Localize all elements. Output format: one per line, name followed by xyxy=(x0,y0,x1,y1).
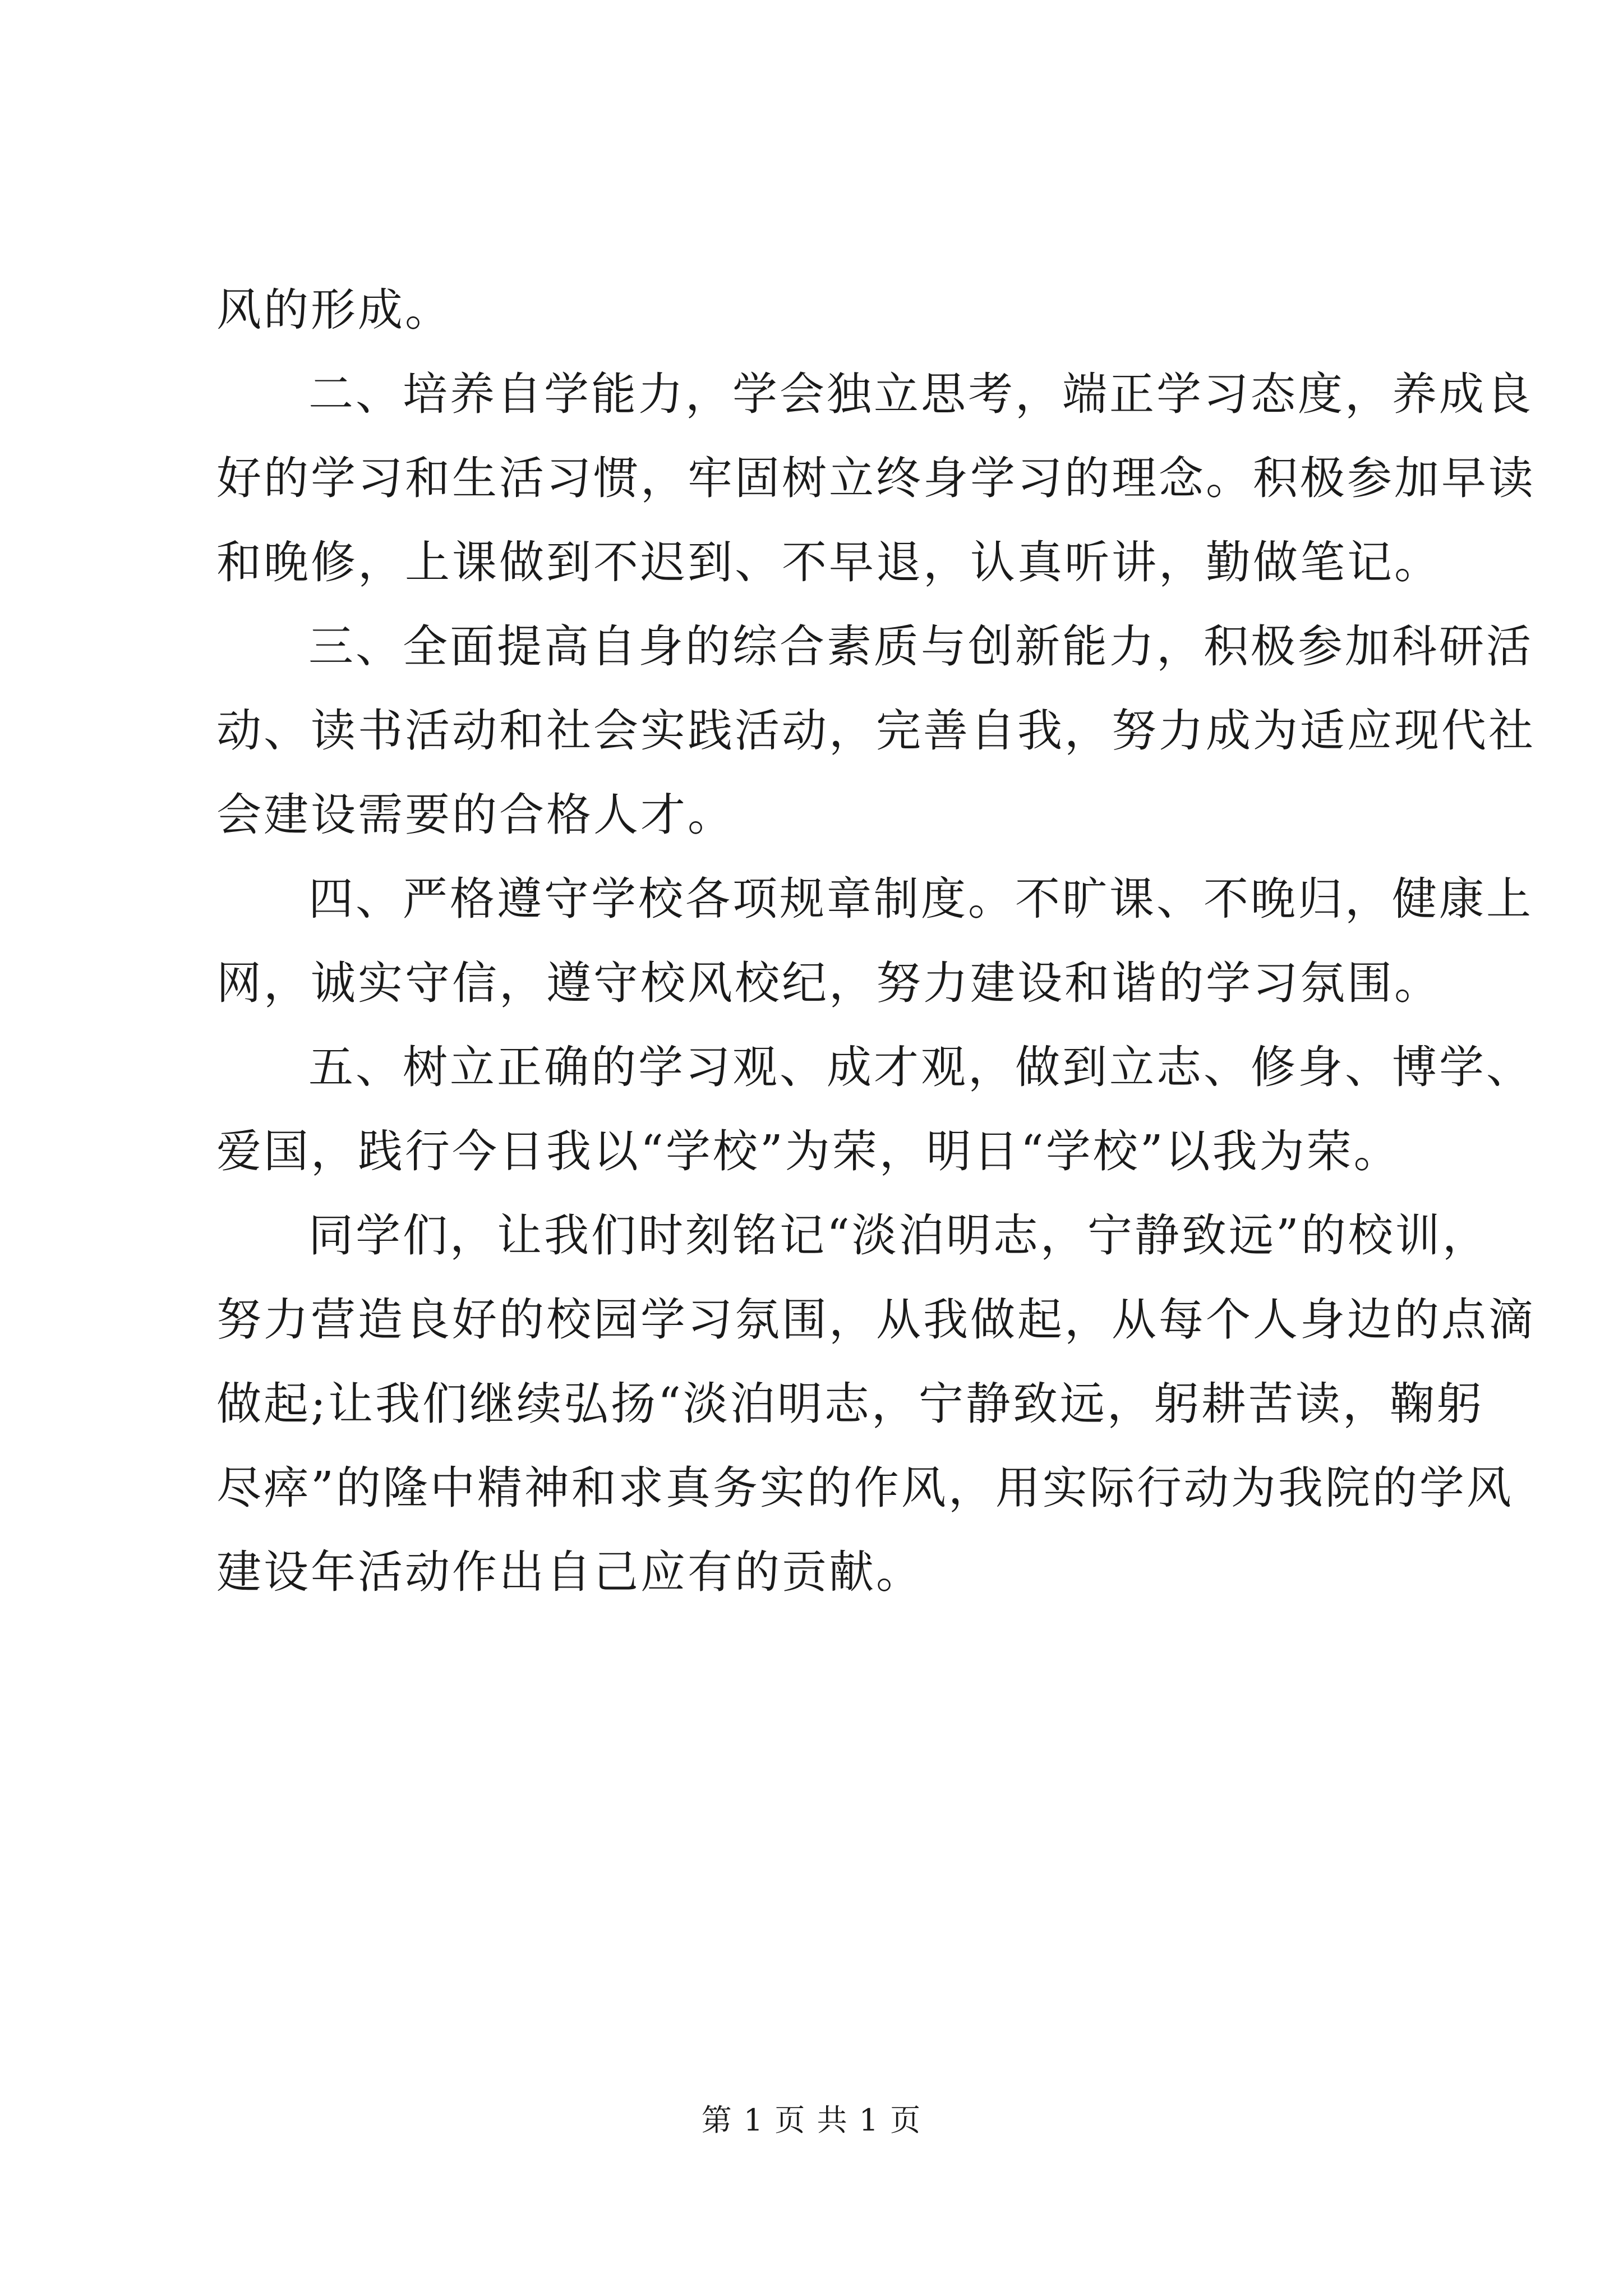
paragraph-6-line-3: 做起;让我们继续弘扬“淡泊明志，宁静致远，躬耕苦读，鞠躬 xyxy=(216,1378,1484,1430)
paragraph-5-line-1: 五、树立正确的学习观、成才观，做到立志、修身、博学、 xyxy=(308,1041,1533,1093)
paragraph-6-line-1: 同学们，让我们时刻铭记“淡泊明志，宁静致远”的校训， xyxy=(308,1209,1490,1262)
paragraph-3-line-3: 会建设需要的合格人才。 xyxy=(216,789,735,841)
page-number-footer: 第 1 页 共 1 页 xyxy=(701,2102,922,2138)
paragraph-6-line-2: 努力营造良好的校园学习氛围，从我做起，从每个人身边的点滴 xyxy=(216,1294,1536,1346)
paragraph-2-line-3: 和晚修，上课做到不迟到、不早退，认真听讲，勤做笔记。 xyxy=(216,536,1441,588)
paragraph-2-line-1: 二、培养自学能力，学会独立思考，端正学习态度，养成良 xyxy=(308,368,1533,420)
paragraph-4-line-1: 四、严格遵守学校各项规章制度。不旷课、不晚归，健康上 xyxy=(308,873,1533,925)
paragraph-6-line-5: 建设年活动作出自己应有的贡献。 xyxy=(216,1546,923,1598)
text-line: 风的形成。 xyxy=(216,284,452,336)
paragraph-6-line-4: 尽瘁”的隆中精神和求真务实的作风，用实际行动为我院的学风 xyxy=(216,1462,1514,1514)
paragraph-2-line-2: 好的学习和生活习惯，牢固树立终身学习的理念。积极参加早读 xyxy=(216,452,1536,504)
paragraph-5-line-2: 爱国，践行今日我以“学校”为荣，明日“学校”以我为荣。 xyxy=(216,1125,1401,1177)
paragraph-3-line-2: 动、读书活动和社会实践活动，完善自我，努力成为适应现代社 xyxy=(216,705,1536,757)
paragraph-4-line-2: 网，诚实守信，遵守校风校纪，努力建设和谐的学习氛围。 xyxy=(216,957,1441,1009)
paragraph-3-line-1: 三、全面提高自身的综合素质与创新能力，积极参加科研活 xyxy=(308,620,1533,673)
document-body xyxy=(216,268,1536,1614)
